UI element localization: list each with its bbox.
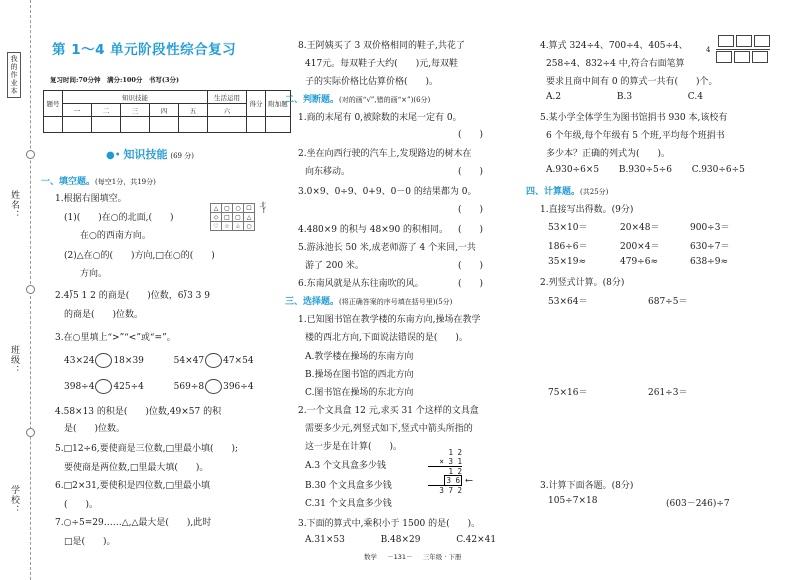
compare-right: 396÷4 xyxy=(223,382,254,392)
choice-2a: 2.一个文具盒 12 元,求买 31 个这样的文具盒 xyxy=(298,406,479,416)
vertical-calc-4: 261÷3＝ xyxy=(648,388,688,398)
choice-4-option-b: B.3 xyxy=(616,92,633,102)
north-arrow-icon: ↑ xyxy=(261,207,267,215)
choice-4b: 258÷4、832÷4 中,符合右面笔算 xyxy=(546,59,685,69)
score-cell[interactable] xyxy=(121,117,150,133)
division-box-figure xyxy=(706,35,770,63)
score-cell[interactable] xyxy=(92,117,121,133)
choice-1-option-a: A.教学楼在操场的东南方向 xyxy=(305,352,414,362)
expression-2: (603－246)÷7 xyxy=(666,499,730,509)
oral-calc-3: 900÷3＝ xyxy=(690,223,730,233)
judge-3: 3.0×9、0÷9、0+9、0－0 的结果都为 0。 xyxy=(298,187,477,197)
q8b: 417元。每双鞋子大约( )元,每双鞋 xyxy=(305,59,459,69)
judge-6: 6.东南风就是从东往南吹的风。 xyxy=(298,279,424,289)
compare-right: 425÷4 xyxy=(113,382,144,392)
vertical-calc-2: 687÷5＝ xyxy=(648,297,688,307)
choice-5b: 6 个年级,每个年级有 5 个班,平均每个班捐书 xyxy=(546,131,725,141)
choice-2c: 这一步是在计算( )。 xyxy=(305,442,403,452)
vertical-calc-3: 75×16＝ xyxy=(548,388,588,398)
punch-hole xyxy=(26,428,35,437)
q2a: 2.4⟌5 1 2 的商是( )位数，6⟌3 3 9 xyxy=(55,291,210,301)
score-sub: 六 xyxy=(208,104,247,117)
oral-calc-8: 479÷6≈ xyxy=(620,257,658,267)
page-footer xyxy=(364,552,461,561)
score-sub: 二 xyxy=(92,104,121,117)
binding-margin xyxy=(0,0,31,580)
choice-2-option-a: A.3 个文具盒多少钱 xyxy=(305,461,386,471)
choice-4-options xyxy=(546,92,703,102)
score-cell[interactable] xyxy=(150,117,179,133)
choice-1a: 1.已知图书馆在教学楼的东南方向,操场在教学 xyxy=(298,315,481,325)
compare-row-1 xyxy=(64,353,254,368)
q7b: □是( )。 xyxy=(64,537,116,547)
oral-calc-7: 35×19≈ xyxy=(548,257,586,267)
arrow-left-icon: ⟵ xyxy=(466,475,473,486)
q8a: 8.王阿姨买了 3 双价格相同的鞋子,共花了 xyxy=(298,41,465,51)
divisor-label: 4 xyxy=(706,46,711,54)
part4-note: (共25分) xyxy=(580,188,609,196)
answer-paren[interactable]: ( ) xyxy=(458,279,484,289)
score-sub: 四 xyxy=(150,104,179,117)
choice-1-option-c: C.图书馆在操场的东北方向 xyxy=(305,388,414,398)
q5b: 要使商是两位数,□里最大填( )。 xyxy=(64,463,209,473)
judge-2b: 向东移动。 xyxy=(305,167,351,177)
score-cell[interactable] xyxy=(208,117,247,133)
score-cell[interactable] xyxy=(247,117,266,133)
q1-1a: (1)( )在○的北面,( ) xyxy=(64,213,174,223)
calc-2-title: 2.列竖式计算。(8分) xyxy=(540,278,625,288)
section-knowledge-header xyxy=(106,146,194,162)
page-title: 第 1～4 单元阶段性综合复习 xyxy=(52,42,237,58)
compare-right: 47×54 xyxy=(223,356,254,366)
answer-paren[interactable]: ( ) xyxy=(458,261,484,271)
footer-grade: 三年级 · 下册 xyxy=(422,553,462,561)
compare-right: 18×39 xyxy=(113,356,144,366)
score-cell[interactable] xyxy=(179,117,208,133)
choice-3: 3.下面的算式中,乘积小于 1500 的是( )。 xyxy=(298,519,481,529)
vert-line: 1 2 xyxy=(448,448,462,457)
score-col-tihao: 题号 xyxy=(44,91,63,117)
score-cell[interactable] xyxy=(266,117,291,133)
part2-note: (对的画“√”,错的画“×”)(6分) xyxy=(339,96,431,104)
section-score: (69 分) xyxy=(170,152,194,160)
part1-note: (每空1分，共19分) xyxy=(95,178,156,186)
compare-left: 398÷4 xyxy=(64,382,95,392)
vert-line: × 3 1 xyxy=(428,457,462,467)
choice-5-option-a: A.930÷6×5 xyxy=(546,165,600,175)
school-field[interactable]: 学校： xyxy=(9,485,19,515)
footer-page-number: －131－ xyxy=(387,553,413,561)
choice-5c: 多少本？正确的列式为( )。 xyxy=(546,149,671,159)
q3: 3.在○里填上“>”“<”或“=”。 xyxy=(55,333,176,343)
choice-4-option-a: A.2 xyxy=(546,92,562,102)
q7a: 7.○÷5=29……△,△最大是( ),此时 xyxy=(55,518,212,528)
vert-boxed-step: 3 6 xyxy=(446,476,460,485)
calc-3-title: 3.计算下面各题。(8分) xyxy=(540,481,634,491)
choice-4-option-c: C.4 xyxy=(687,92,703,102)
q1-1b: 在○的西南方向。 xyxy=(80,231,151,241)
answer-paren[interactable]: ( ) xyxy=(458,130,484,140)
north-label: 北 xyxy=(260,202,267,209)
q1: 1.根据右图填空。 xyxy=(55,194,127,204)
judge-2a: 2.坐在向西行驶的汽车上,发现路边的树木在 xyxy=(298,149,472,159)
footer-subject: 数学 xyxy=(364,553,377,561)
compare-circle[interactable] xyxy=(205,353,222,368)
oral-calc-5: 200×4＝ xyxy=(620,242,660,252)
vert-line: 1 2 xyxy=(448,467,462,476)
direction-grid-figure: △ ▢ ○ ☐ ◇ □ ▢ △ ♡ ☆ ♧ ○ 北 ↑ xyxy=(210,203,255,231)
score-cell[interactable] xyxy=(63,117,92,133)
choice-2b: 需要多少元,列竖式如下,竖式中箭头所指的 xyxy=(305,424,473,434)
compare-circle[interactable] xyxy=(95,353,112,368)
oral-calc-6: 630÷7＝ xyxy=(690,242,730,252)
choice-2-option-c: C.31 个文具盒多少钱 xyxy=(305,499,392,509)
answer-paren[interactable]: ( ) xyxy=(458,225,484,235)
oral-calc-4: 186÷6＝ xyxy=(548,242,588,252)
choice-1-option-b: B.操场在图书馆的西北方向 xyxy=(305,370,414,380)
oral-calc-2: 20×48＝ xyxy=(620,223,660,233)
choice-3-option-c: C.42×41 xyxy=(456,535,497,545)
dots-icon: ●• xyxy=(106,150,121,161)
score-col-defen: 得分 xyxy=(247,91,266,117)
score-sub: 三 xyxy=(121,104,150,117)
compare-circle[interactable] xyxy=(95,379,112,394)
part4-title: 四、计算题。 xyxy=(526,187,581,197)
q6b: ( )。 xyxy=(64,500,99,510)
vert-line: 3 7 2 xyxy=(439,486,462,495)
compare-left: 54×47 xyxy=(173,356,205,366)
name-field[interactable]: 姓名： xyxy=(9,190,19,220)
choice-4a: 4.算式 324÷4、700÷4、405÷4、 xyxy=(540,41,688,51)
choice-5-option-c: C.930÷6÷5 xyxy=(691,165,745,175)
choice-5-option-b: B.930÷5÷6 xyxy=(618,165,673,175)
judge-4: 4.480×9 的积与 48×90 的积相同。 xyxy=(298,225,449,235)
q4a: 4.58×13 的积是( )位数,49×57 的积 xyxy=(55,407,222,417)
choice-3-option-a: A.31×53 xyxy=(305,535,345,545)
judge-1: 1.商的末尾有 0,被除数的末尾一定有 0。 xyxy=(298,113,462,123)
q1-2b: 方向。 xyxy=(80,269,108,279)
score-table xyxy=(43,90,291,133)
part3-title: 三、选择题。 xyxy=(285,297,340,307)
score-col-zhishi: 知识技能 xyxy=(63,91,208,104)
part2-title: 二、判断题。 xyxy=(285,95,340,105)
oral-calc-9: 638÷9≈ xyxy=(690,257,728,267)
answer-paren[interactable]: ( ) xyxy=(458,205,484,215)
choice-1b: 楼的西北方向,下面说法错误的是( )。 xyxy=(305,333,468,343)
compare-circle[interactable] xyxy=(205,379,222,394)
q1-2a: (2)△在○的( )方向,□在○的( ) xyxy=(64,251,215,261)
score-col-fujia: 附加题 xyxy=(266,91,291,117)
q2b: 的商是( )位数。 xyxy=(64,310,144,320)
compare-left: 569÷8 xyxy=(173,382,205,392)
punch-hole xyxy=(26,285,35,294)
q8c: 子的实际价格比估算价格( )。 xyxy=(305,77,439,87)
compare-left: 43×24 xyxy=(64,356,95,366)
q5a: 5.□12÷6,要使商是三位数,□里最小填( ); xyxy=(55,444,239,454)
judge-5b: 游了 200 米。 xyxy=(305,261,364,271)
punch-hole xyxy=(26,150,35,159)
choice-5-options xyxy=(546,165,745,175)
answer-paren[interactable]: ( ) xyxy=(458,167,484,177)
score-sub: 五 xyxy=(179,104,208,117)
score-cell xyxy=(44,117,63,133)
section-title: 知识技能 xyxy=(123,148,168,161)
exam-meta: 复习时间:70分钟 满分:100分 书写(3分) xyxy=(50,76,180,84)
calc-1-title: 1.直接写出得数。(9分) xyxy=(540,205,634,215)
choice-4c: 要求且商中间有 0 的算式一共有( )个。 xyxy=(546,77,718,87)
compare-row-2 xyxy=(64,379,254,394)
score-col-shenghuo: 生活运用 xyxy=(208,91,247,104)
vertical-calc-1: 53×64＝ xyxy=(548,297,588,307)
choice-3-options xyxy=(305,535,496,545)
choice-3-option-b: B.48×29 xyxy=(380,535,421,545)
q4b: 是( )位数。 xyxy=(64,424,126,434)
judge-5a: 5.游泳池长 50 米,成老师游了 4 个来回,一共 xyxy=(298,243,476,253)
part3-note: (将正确答案的序号填在括号里)(5分) xyxy=(339,298,453,306)
oral-calc-1: 53×10＝ xyxy=(548,223,588,233)
choice-5a: 5.某小学全体学生为图书馆捐书 930 本,该校有 xyxy=(540,113,728,123)
part1-title: 一、填空题。 xyxy=(41,177,96,187)
class-field[interactable]: 班级： xyxy=(9,345,19,375)
vertical-multiplication xyxy=(428,448,488,495)
notebook-label: 我的作业本 xyxy=(7,52,21,98)
choice-2-option-b: B.30 个文具盒多少钱 xyxy=(305,481,392,491)
expression-1: 105÷7×18 xyxy=(548,496,598,506)
q6a: 6.□2×31,要使积是四位数,□里最小填 xyxy=(55,481,211,491)
score-sub: 一 xyxy=(63,104,92,117)
